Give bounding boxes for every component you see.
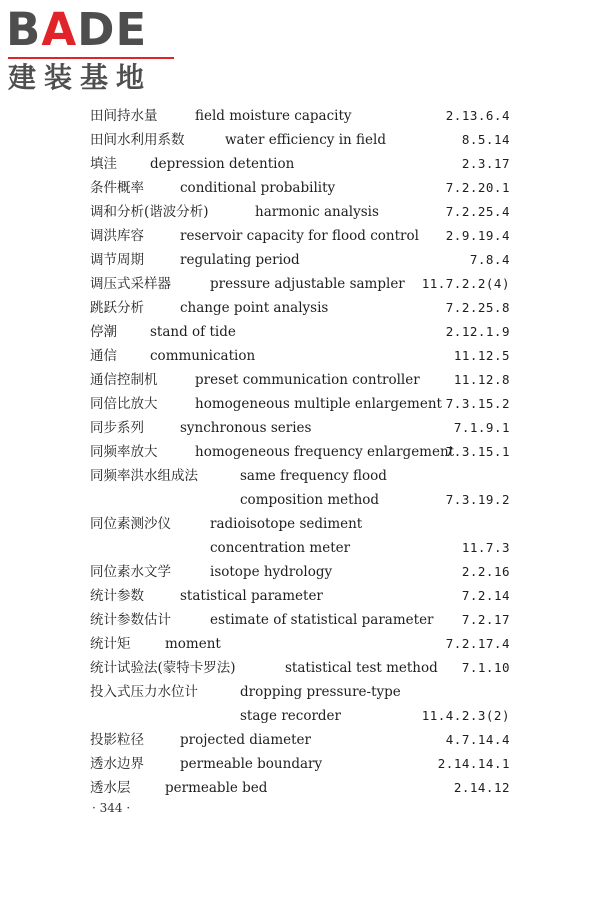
section-code: 7.2.14: [461, 588, 510, 603]
english-term: dropping pressure-type: [240, 684, 401, 700]
glossary-entry: [90, 632, 510, 656]
english-term: pressure adjustable sampler: [210, 276, 405, 292]
english-term: projected diameter: [180, 732, 311, 748]
chinese-term: 同位素水文学: [90, 564, 171, 580]
chinese-term: 投入式压力水位计: [90, 684, 198, 700]
chinese-term: 同位素测沙仪: [90, 516, 171, 532]
chinese-term: 投影粒径: [90, 732, 144, 748]
english-term: moment: [165, 636, 221, 652]
chinese-term: 跳跃分析: [90, 300, 144, 316]
english-term: homogeneous multiple enlargement: [195, 396, 442, 412]
chinese-term: 同倍比放大: [90, 396, 158, 412]
glossary-entry: [90, 656, 510, 680]
glossary-entry: [90, 416, 510, 440]
glossary-entry: [90, 392, 510, 416]
section-code: 7.8.4: [469, 252, 510, 267]
section-code: 7.3.19.2: [445, 492, 510, 507]
glossary-entry: [90, 200, 510, 224]
english-term-continued: composition method: [240, 492, 380, 508]
section-code: 2.2.16: [461, 564, 510, 579]
chinese-term: 停潮: [90, 324, 117, 340]
chinese-term: 调和分析(谐波分析): [90, 204, 209, 220]
section-code: 2.9.19.4: [445, 228, 510, 243]
chinese-term: 统计矩: [90, 636, 131, 652]
chinese-term: 统计试验法(蒙特卡罗法): [90, 660, 236, 676]
english-term: depression detention: [150, 156, 295, 172]
section-code: 2.13.6.4: [445, 108, 510, 123]
section-code: 2.3.17: [461, 156, 510, 171]
section-code: 11.4.2.3(2): [421, 708, 510, 723]
section-code: 8.5.14: [461, 132, 510, 147]
glossary-entry: [90, 608, 510, 632]
english-term: radioisotope sediment: [210, 516, 363, 532]
glossary-entry: [90, 128, 510, 152]
glossary-entry: [90, 560, 510, 584]
logo-wordmark: BADE: [6, 3, 148, 56]
english-term-continued: stage recorder: [240, 708, 341, 724]
english-term: estimate of statistical parameter: [210, 612, 434, 628]
english-term-continued: concentration meter: [210, 540, 351, 556]
chinese-term: 田间水利用系数: [90, 132, 185, 148]
glossary-entry: [90, 320, 510, 344]
english-term: change point analysis: [180, 300, 329, 316]
chinese-term: 统计参数估计: [90, 612, 171, 628]
section-code: 7.1.10: [461, 660, 510, 675]
chinese-term: 调压式采样器: [90, 276, 171, 292]
glossary-entry: [90, 728, 510, 752]
chinese-term: 条件概率: [90, 180, 144, 196]
logo-subtitle: 建装基地: [8, 61, 153, 94]
section-code: 7.3.15.1: [445, 444, 510, 459]
chinese-term: 透水层: [90, 780, 131, 796]
glossary-entry: [90, 368, 510, 392]
section-code: 11.12.5: [453, 348, 510, 363]
chinese-term: 透水边界: [90, 756, 144, 772]
chinese-term: 统计参数: [90, 588, 144, 604]
english-term: same frequency flood: [240, 468, 387, 484]
english-term: homogeneous frequency enlargement: [195, 444, 455, 460]
section-code: 11.7.3: [461, 540, 510, 555]
english-term: permeable boundary: [180, 756, 323, 772]
glossary-entry: [90, 224, 510, 248]
page-number: · 344 ·: [92, 801, 131, 815]
glossary-entry: [90, 584, 510, 608]
glossary-entry: [90, 176, 510, 200]
english-term: statistical parameter: [180, 588, 323, 604]
english-term: water efficiency in field: [225, 132, 386, 148]
english-term: conditional probability: [180, 180, 336, 196]
glossary-entry: [90, 344, 510, 368]
chinese-term: 同步系列: [90, 420, 144, 436]
section-code: 11.12.8: [453, 372, 510, 387]
section-code: 11.7.2.2(4): [421, 276, 510, 291]
glossary-entry: [90, 152, 510, 176]
english-term: communication: [150, 348, 256, 364]
glossary-entry: [90, 248, 510, 272]
section-code: 7.2.20.1: [445, 180, 510, 195]
english-term: synchronous series: [180, 420, 312, 436]
section-code: 7.2.25.8: [445, 300, 510, 315]
english-term: harmonic analysis: [255, 204, 379, 220]
chinese-term: 田间持水量: [90, 108, 158, 124]
section-code: 7.2.25.4: [445, 204, 510, 219]
english-term: reservoir capacity for flood control: [180, 228, 419, 244]
chinese-term: 通信: [90, 348, 117, 364]
glossary-entry: [90, 752, 510, 776]
english-term: permeable bed: [165, 780, 268, 796]
chinese-term: 填洼: [90, 156, 117, 172]
glossary-entry: [90, 776, 510, 800]
section-code: 2.12.1.9: [445, 324, 510, 339]
english-term: preset communication controller: [195, 372, 420, 388]
section-code: 7.2.17.4: [445, 636, 510, 651]
english-term: regulating period: [180, 252, 300, 268]
english-term: statistical test method: [285, 660, 438, 676]
section-code: 7.1.9.1: [453, 420, 510, 435]
section-code: 4.7.14.4: [445, 732, 510, 747]
glossary-entry: [90, 272, 510, 296]
chinese-term: 调节周期: [90, 252, 144, 268]
chinese-term: 调洪库容: [90, 228, 144, 244]
glossary-entry: [90, 104, 510, 128]
section-code: 7.2.17: [461, 612, 510, 627]
section-code: 2.14.12: [453, 780, 510, 795]
section-code: 7.3.15.2: [445, 396, 510, 411]
chinese-term: 同频率洪水组成法: [90, 468, 198, 484]
english-term: stand of tide: [150, 324, 236, 340]
glossary-entry: [90, 440, 510, 464]
english-term: field moisture capacity: [195, 108, 352, 124]
chinese-term: 同频率放大: [90, 444, 158, 460]
section-code: 2.14.14.1: [437, 756, 510, 771]
english-term: isotope hydrology: [210, 564, 333, 580]
chinese-term: 通信控制机: [90, 372, 158, 388]
glossary-entry: [90, 296, 510, 320]
